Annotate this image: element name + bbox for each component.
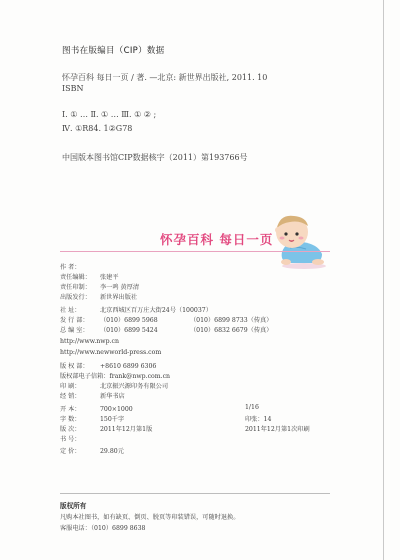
- colophon-row: 作 者：: [60, 264, 81, 271]
- colophon-row: 发 行 部： （010）6899 5968 （010）6899 8733（传真）: [60, 317, 273, 324]
- spec-row: 书 号：: [60, 436, 81, 443]
- website-link[interactable]: http://www.nwp.cn: [60, 338, 119, 345]
- spec-row: 定 价： 29.80元: [60, 448, 124, 455]
- website-link[interactable]: http://www.newworld-press.com: [60, 349, 162, 356]
- copyright-row: 版权部电子信箱：frank@nwp.com.cn: [60, 373, 171, 380]
- spec-row: 字 数： 150千字 印张：14: [60, 416, 272, 423]
- rights-divider: [60, 493, 330, 494]
- colophon-row: 总 编 室： （010）6899 5424 （010）6832 6679（传真）: [60, 327, 273, 334]
- rights-notice: 凡购本社图书，如有缺页、倒页、脱页等印装错误，可随时退换。: [60, 514, 240, 521]
- title-rule: [60, 251, 330, 252]
- spec-row: 版 次： 2011年12月第1版 2011年12月第1次印刷: [60, 426, 310, 433]
- crawling-baby-icon: [268, 208, 330, 270]
- cip-heading: 图书在版编目（CIP）数据: [62, 46, 165, 56]
- rights-title: 版权所有: [60, 502, 87, 510]
- cip-line-3: Ⅰ. ① … Ⅱ. ① … Ⅲ. ① ② ;: [62, 110, 157, 119]
- service-phone: 客服电话：（010）6899 8638: [60, 525, 146, 532]
- cip-line-4: Ⅳ. ①R84. 1②G78: [62, 124, 133, 133]
- colophon-row: 出版发行： 新世界出版社: [60, 294, 138, 301]
- copyright-row: 印 刷： 北京振兴源印务有限公司: [60, 383, 169, 390]
- colophon-row: 社 址： 北京西城区百万庄大街24号（100037）: [60, 307, 212, 314]
- colophon-row: 责任编辑： 张建平: [60, 274, 119, 281]
- copyright-row: 经 销： 新华书店: [60, 393, 125, 400]
- cip-line-5: 中国版本图书馆CIP数据核字（2011）第193766号: [62, 153, 248, 162]
- cip-line-2: ISBN: [62, 84, 84, 93]
- copyright-row: 版 权 部： +8610 6899 6306: [60, 363, 157, 370]
- colophon-row: 责任印制： 李一鸣 黄厚清: [60, 284, 140, 291]
- spec-row: 开 本： 700×1000 1/16: [60, 404, 259, 413]
- page-edge-rule: [383, 0, 384, 560]
- book-title: 怀孕百科 每日一页: [160, 232, 274, 247]
- cip-line-1: 怀孕百科 每日一页 / 著. —北京: 新世界出版社, 2011. 10: [62, 73, 268, 82]
